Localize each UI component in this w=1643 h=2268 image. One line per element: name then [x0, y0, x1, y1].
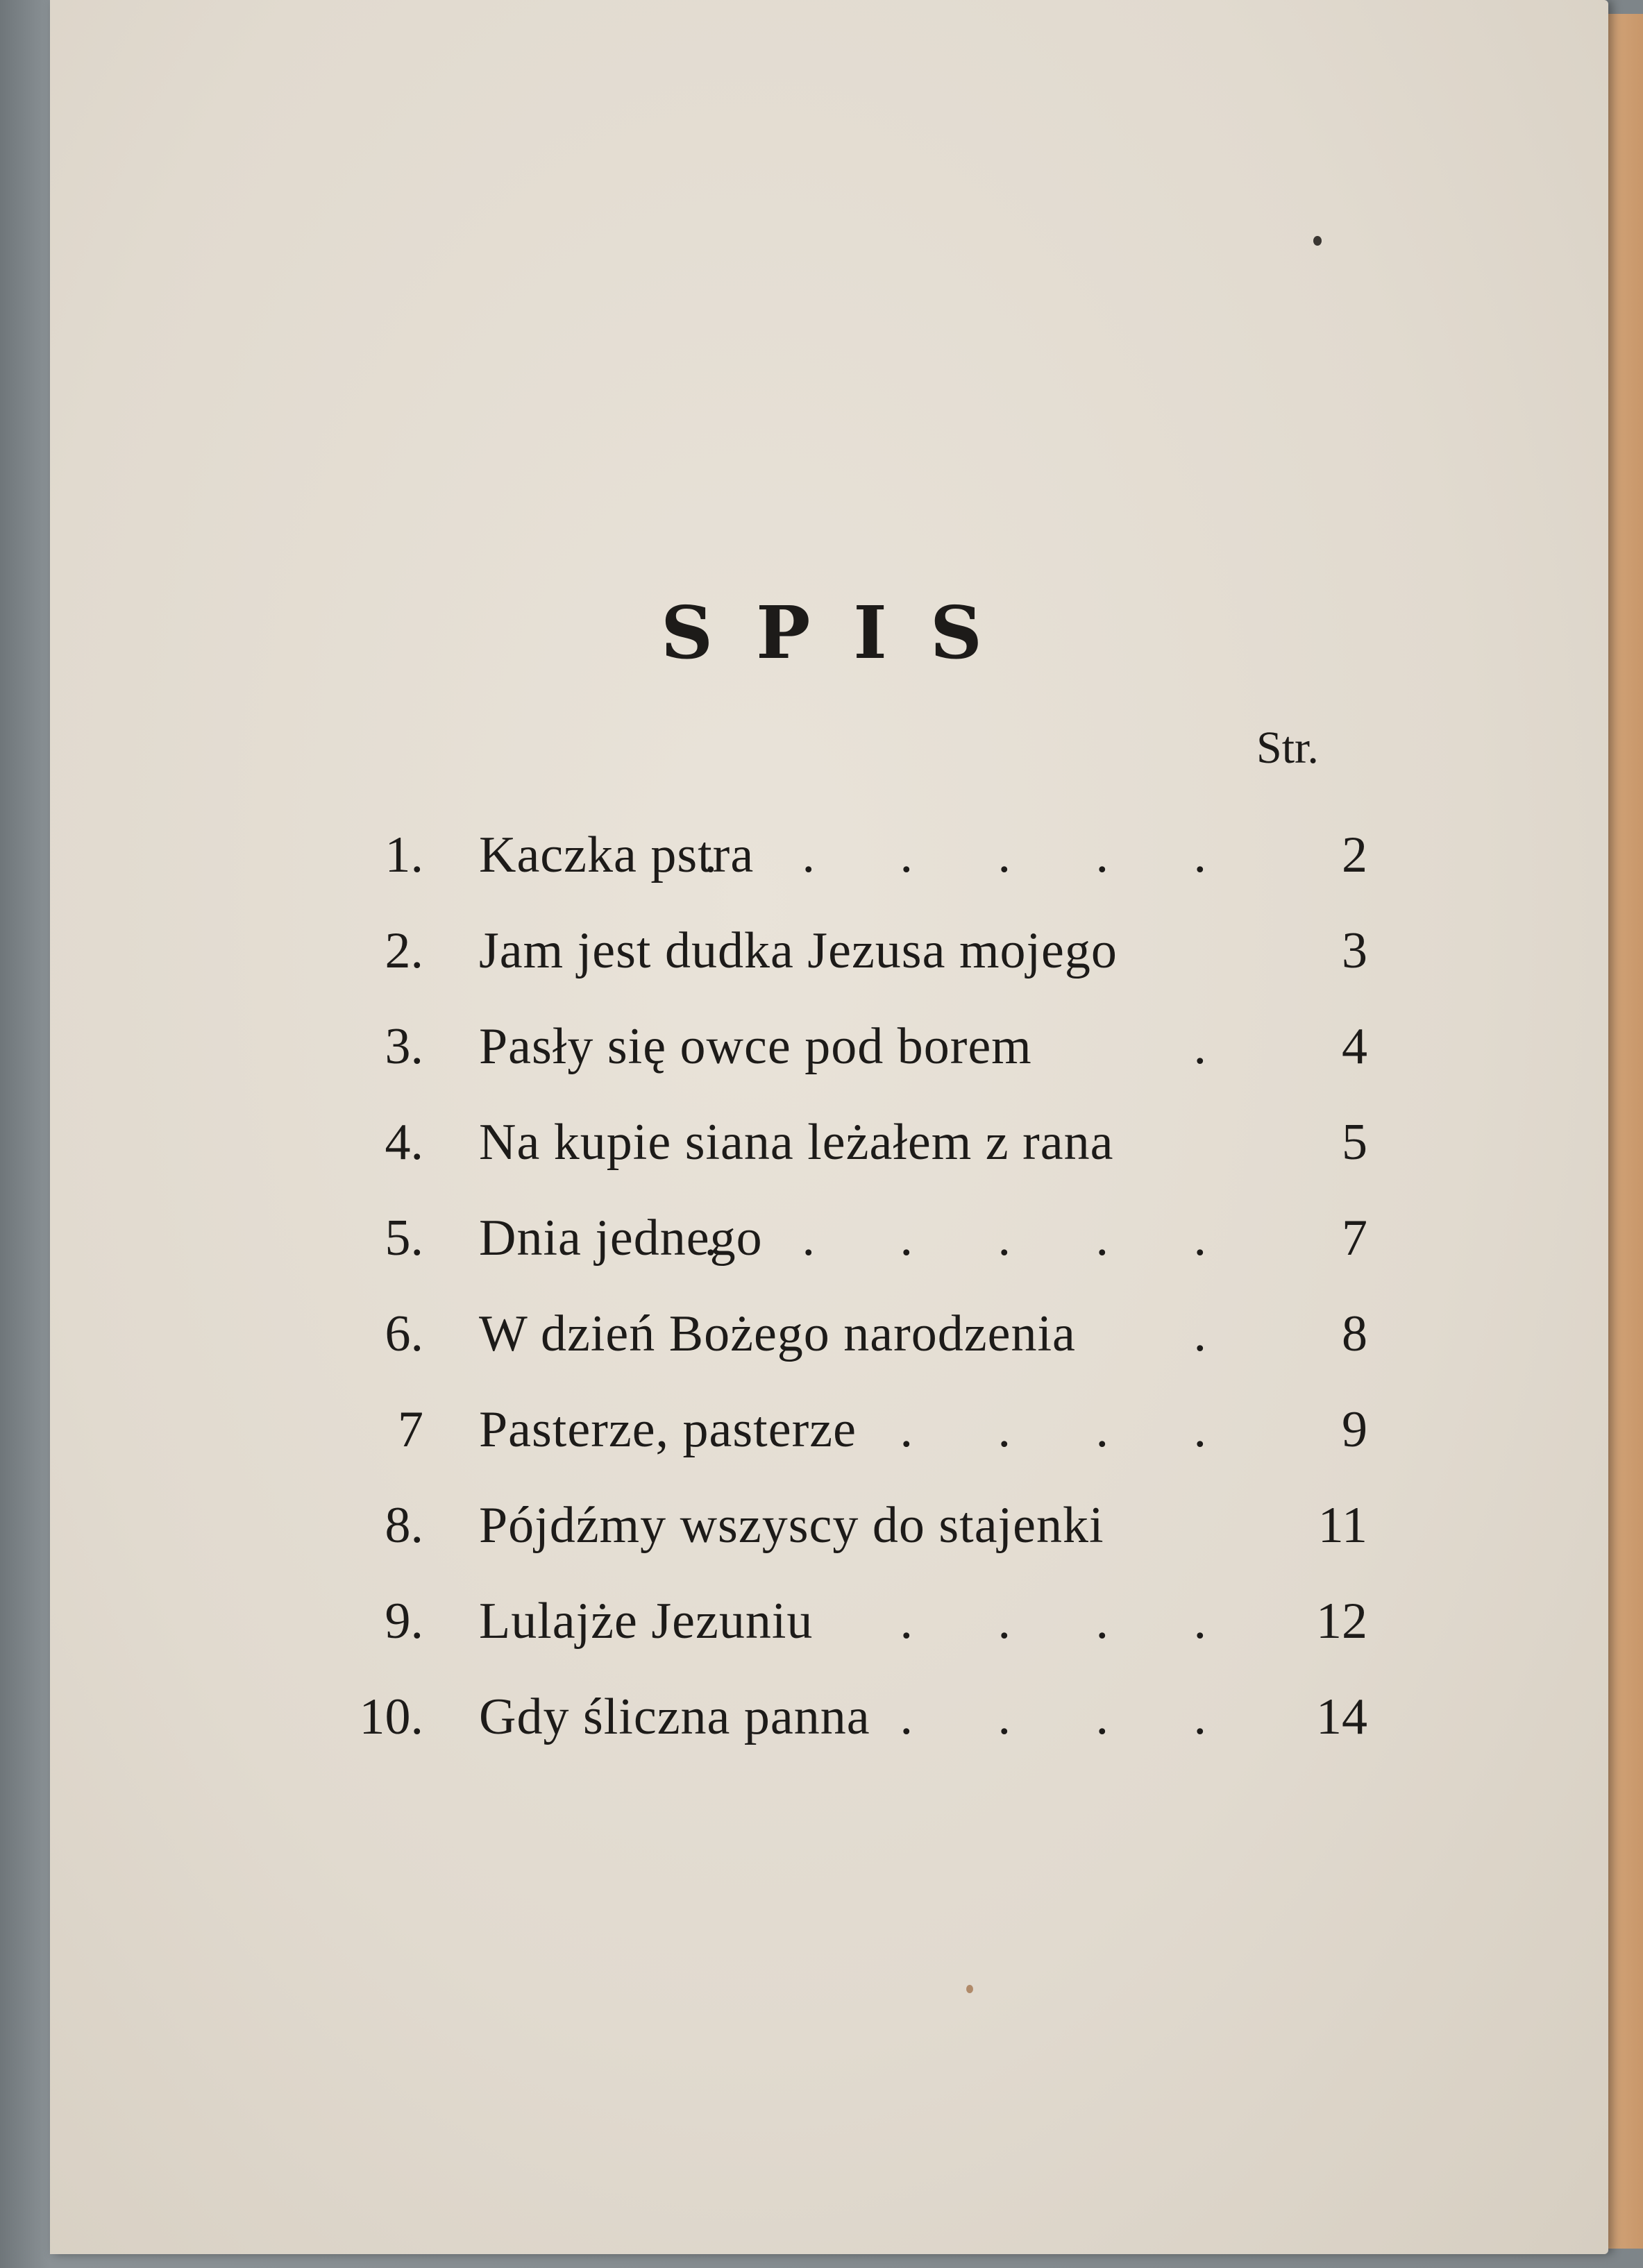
- toc-entry: [361, 1688, 1367, 1784]
- toc-entry-number: 2.: [385, 922, 423, 979]
- toc-entry: [361, 826, 1367, 922]
- toc-entry-number: 8.: [385, 1497, 423, 1554]
- page-column-label: Str.: [1256, 722, 1319, 773]
- toc-entry: [361, 1400, 1367, 1496]
- toc-entry: [361, 1113, 1367, 1209]
- toc-entry-number: 5.: [385, 1210, 423, 1267]
- toc-entry-leader: . . . .: [900, 1593, 1242, 1650]
- paper-speck: [966, 1985, 973, 1993]
- toc-entry-title: Na kupie siana leżałem z rana: [479, 1114, 1114, 1171]
- toc-entry: [361, 1017, 1367, 1113]
- toc-entry-number: 6.: [385, 1305, 423, 1362]
- table-of-contents: [361, 826, 1367, 1784]
- toc-entry-number: 4.: [385, 1114, 423, 1171]
- toc-entry-leader: . . . . . .: [704, 827, 1242, 883]
- toc-entry-page: 7: [1342, 1210, 1367, 1267]
- toc-entry-number: 9.: [385, 1593, 423, 1650]
- toc-entry-leader: . . . .: [900, 1401, 1242, 1458]
- toc-entry: [361, 1592, 1367, 1688]
- toc-entry: [361, 1496, 1367, 1592]
- toc-entry-page: 8: [1342, 1305, 1367, 1362]
- toc-entry-page: 12: [1316, 1593, 1367, 1650]
- toc-entry-title: Pasły się owce pod borem: [479, 1018, 1032, 1075]
- toc-entry-title: Pasterze, pasterze: [479, 1401, 857, 1458]
- toc-entry-leader: .: [1193, 1018, 1242, 1075]
- toc-entry: [361, 1305, 1367, 1400]
- toc-entry-page: 11: [1317, 1497, 1367, 1554]
- toc-entry-page: 3: [1342, 922, 1367, 979]
- toc-entry-number: 7: [398, 1401, 423, 1458]
- toc-entry-page: 4: [1342, 1018, 1367, 1075]
- toc-entry-number: 3.: [385, 1018, 423, 1075]
- toc-entry-title: Dnia jednego: [479, 1210, 763, 1267]
- toc-entry-number: 1.: [385, 827, 423, 883]
- toc-entry-page: 14: [1316, 1689, 1367, 1745]
- toc-entry-leader: . . . . . .: [704, 1210, 1242, 1267]
- toc-entry-page: 9: [1342, 1401, 1367, 1458]
- toc-entry-leader: .: [1193, 1305, 1242, 1362]
- contents-heading: SPIS: [660, 590, 1026, 675]
- toc-entry-title: Lulajże Jezuniu: [479, 1593, 814, 1650]
- toc-entry-page: 2: [1342, 827, 1367, 883]
- toc-entry-page: 5: [1342, 1114, 1367, 1171]
- toc-entry-title: W dzień Bożego narodzenia: [479, 1305, 1076, 1362]
- toc-entry: [361, 922, 1367, 1017]
- toc-entry-title: Jam jest dudka Jezusa mojego: [479, 922, 1118, 979]
- toc-entry-title: Gdy śliczna panna: [479, 1689, 870, 1745]
- toc-entry-number: 10.: [359, 1689, 423, 1745]
- toc-entry-title: Kaczka pstra: [479, 827, 755, 883]
- toc-entry: [361, 1209, 1367, 1305]
- paper-speck: [1313, 236, 1322, 246]
- toc-entry-leader: . . . .: [900, 1689, 1242, 1745]
- toc-entry-title: Pójdźmy wszyscy do stajenki: [479, 1497, 1104, 1554]
